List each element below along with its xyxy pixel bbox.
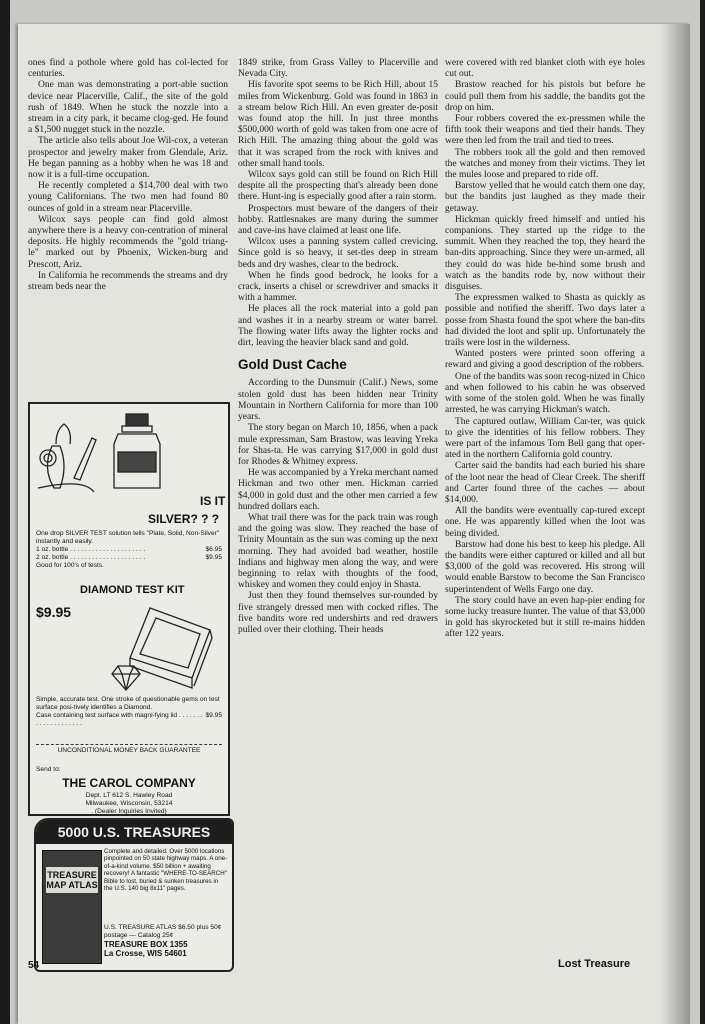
column-2-gold-dust-cache: [238, 378, 438, 636]
paragraph: One of the bandits was soon recog-nized in Chico and when followed to his cabin he was observed with some of the stolen gold. When he was finally arrested, he was carrying Hickman's watch.: [445, 371, 645, 416]
paragraph: Barstow had done his best to keep his pledge. All the bandits were either captured or killed and all but $3,000 of the gold was recovered. His strong will would enable Barstow to become the San Francisco superintendent of Wells Fargo one day.: [445, 539, 645, 595]
silver-test-bottle-illustration: [34, 408, 184, 494]
paragraph: The story began on March 10, 1856, when a pack mule expressman, Sam Brastow, was leaving Yreka for Shas-ta. He was carrying $17,000 in gold dust for Rhodes & Whitney express.: [238, 423, 438, 467]
paragraph: The robbers took all the gold and then removed the watches and money from their victims. They let the mules loose and prepared to ride off.: [445, 147, 645, 181]
paragraph: Just then they found themselves sur-rounded by five strangely dressed men with cocked rifles. The five bandits wore red undershirts and red drawers pulled over their clothing. Their heads: [238, 591, 438, 635]
carol-company-ad: [28, 402, 230, 816]
paragraph: 1849 strike, from Grass Valley to Placerville and Nevada City.: [238, 58, 438, 80]
paragraph: Wilcox says people can find gold almost anywhere there is a heavy con-centration of mineral deposits. He highly recommends the "gold triang-le" marked out by Phoenix, Wicken-burg and Prescott, Ariz.: [28, 214, 228, 270]
treasure-ad-banner: 5000 U.S. TREASURES: [36, 820, 232, 844]
paragraph: Wilcox says gold can still be found on Rich Hill despite all the prospecting that's already been done there. Hunt-ing is especially good after a rain storm.: [238, 170, 438, 203]
treasure-atlas-ad: [34, 818, 234, 972]
paragraph: He recently completed a $14,700 deal with two young Californians. The two men had found 80 ounces of gold in a stream near Placerville.: [28, 181, 228, 214]
paragraph: Hickman quickly freed himself and untied his companions. They started up the ridge to the summit. When they reached the top, they heard the ban-dits approaching. Since they were un-armed, all they could do was hide be-hind some brush and watch as the bandits rode by, now without their disguises.: [445, 214, 645, 293]
section-heading: Gold Dust Cache: [238, 357, 347, 373]
atlas-address-line-2: La Crosse, WIS 54601: [104, 949, 187, 958]
paragraph: The captured outlaw, William Car-ter, was quick to give the identities of his fellow robbers. They were part of the infamous Tom Bell gang that oper-ated in the northern California gold country.: [445, 416, 645, 461]
price1: $6.95: [205, 546, 222, 553]
atlas-description: Complete and detailed. Over 5000 locations pinpointed on 50 state highway maps. A one-of-a-kind volume. $50 billion + awaiting recovery! A fantastic "WHERE-TO-SEARCH" Bible to lost, buried & sunken treasures in the U.S. 140 big 8x11" pages.: [104, 848, 228, 893]
address-line-2: Milwaukee, Wisconsin, 53214: [85, 800, 173, 807]
page-number: 54: [28, 960, 40, 971]
paragraph: Carter said the bandits had each buried his share of the loot near the head of Clear Creek. The sheriff and Carter found three of the caches — about $14,000.: [445, 461, 645, 505]
case-price: $9.95: [205, 712, 222, 719]
paragraph: His favorite spot seems to be Rich Hill, about 15 miles from Wickenburg. Gold was found in 1863 in a stream below Rich Hill. An even greater de-posit was found atop the hill. In just three months $500,000 worth of gold was taken from one acre of Rich Hill. The amazing thing about the gold was that it was scraped from the rock with knives and other small hand tools.: [238, 80, 438, 169]
price2-label: 2 oz. bottle . . . . . . . . . . . . . . . . . . . . .: [36, 554, 146, 561]
kit-desc-text: Simple, accurate test. One stroke of questionable gems on test surface posi-tively identifies a Diamond.: [36, 696, 220, 711]
paragraph: The story could have an even hap-pier ending for some lucky treasure hunter. The value of that $3,000 in gold has skyrocketed but it still re-mains hidden after 122 years.: [445, 595, 645, 640]
paragraph: Prospectors must beware of the dangers of their hobby. Rattlesnakes are many during the summer and cave-ins have claimed at least one life.: [238, 203, 438, 237]
atlas-price: U.S. TREASURE ATLAS $6.50 plus 50¢ postage — Catalog 25¢: [104, 924, 222, 939]
column-2: [238, 58, 438, 636]
diamond-kit-title: DIAMOND TEST KIT: [80, 584, 185, 596]
price-row-2oz: [36, 554, 222, 562]
price1-label: 1 oz. bottle . . . . . . . . . . . . . . . . . . . . .: [36, 546, 146, 553]
paragraph: According to the Dunsmuir (Calif.) News, some stolen gold dust has been hidden near Trinity Mountain in Northern California for more than 100 years.: [238, 378, 438, 423]
running-footer: Lost Treasure: [558, 958, 631, 970]
atlas-book-cover: [42, 850, 102, 964]
paragraph: All the bandits were eventually cap-tured except one. He was apparently killed when the loot was being divided.: [445, 506, 645, 539]
drop-text: One drop SILVER TEST solution tells "Plate, Solid, Non-Silver" instantly and easily.: [36, 530, 220, 545]
atlas-book-title: TREASURE MAP ATLAS: [46, 867, 98, 893]
paragraph: Wilcox uses a panning system called crevicing. Since gold is so heavy, it set-tles deep in stream beds and dry washes, clear to the bedrock.: [238, 237, 438, 270]
price2: $9.95: [205, 554, 222, 561]
send-to-label: Send to:: [36, 766, 61, 773]
address-line-3: . (Dealer Inquiries Invited): [91, 808, 167, 815]
binding-shadow: [660, 24, 690, 1024]
paragraph: He places all the rock material into a gold pan and washes it in a nearby stream or water barrel. The flowing water lifts away the lighter rocks and dirt, leaving the heavier black sand and gold.: [238, 304, 438, 349]
column-1: [28, 58, 228, 293]
good-for-tests: Good for 100's of tests.: [36, 562, 104, 569]
address-line-1: Dept. LT 612 S. Hawley Road: [85, 792, 173, 799]
paragraph: In California he recommends the streams and dry stream beds near the: [28, 270, 228, 293]
case-price-row: [36, 712, 222, 728]
paragraph: ones find a pothole where gold has col-lected for centuries.: [28, 58, 228, 80]
paragraph: were covered with red blanket cloth with eye holes cut out.: [445, 58, 645, 80]
atlas-address-line-1: TREASURE BOX 1355: [104, 940, 188, 949]
money-back-guarantee: UNCONDITIONAL MONEY BACK GUARANTEE: [36, 744, 222, 755]
silver-test-description: [36, 530, 222, 570]
paragraph: Barstow yelled that he would catch them one day, but the bandits just laughed as they made their getaway.: [445, 181, 645, 214]
paragraph: Wanted posters were printed soon offering a reward and giving a good description of the robbers.: [445, 349, 645, 371]
ad-headline-is-it: IS IT: [200, 494, 226, 508]
paragraph: The expressmen walked to Shasta as quickly as possible and notified the sheriff. Two days later a posse from Shasta found the spot where the ban-dits had divided the loot and split up. Unfortunately the trails were lost in the wilderness.: [445, 293, 645, 349]
diamond-kit-description: [36, 696, 222, 728]
diamond-kit-price: $9.95: [36, 604, 72, 620]
column-2-article-end: [238, 58, 438, 349]
ad-headline-silver: SILVER? ? ?: [148, 512, 220, 526]
price-row-1oz: [36, 546, 222, 554]
paragraph: He was accompanied by a Yreka merchant named Hickman and two other men. Hickman carried $4,000 in gold dust and the other men carried a few hundred dollars each.: [238, 468, 438, 512]
column-3: [445, 58, 645, 641]
paragraph: What trail there was for the pack train was rough and the going was slow. They reached the base of Trinity Mountain as the sun was coming up the next morning. They had avoided bad weather, hostile Indians and highway men along the way, and were beginning to relax with thoughts of the food, whiskey and women they could enjoy in Shasta.: [238, 512, 438, 591]
case-label: Case containing test surface with magni-fying lid . . . . . . . . . . . . . . . . . . . .: [36, 712, 203, 727]
company-address: [30, 792, 228, 816]
paragraph: The article also tells about Joe Wil-cox, a veteran prospector and jewelry maker from Glendale, Ariz. He began panning as a hobby when he was 18 and now it is a full-time occupation.: [28, 136, 228, 181]
company-name: THE CAROL COMPANY: [62, 776, 196, 790]
diamond-kit-illustration: [100, 600, 220, 696]
paragraph: When he finds good bedrock, he looks for a crack, inserts a chisel or screwdriver and smacks it with a hammer.: [238, 270, 438, 304]
paragraph: One man was demonstrating a port-able suction device near Placerville, Calif., the site of the gold rush of 1849. When he stuck the nozzle into a stream in a city park, it became clog-ged. He found a $1,500 nugget stuck in the nozzle.: [28, 80, 228, 136]
atlas-address: [104, 940, 228, 958]
paragraph: Four robbers covered the ex-pressmen while the fifth took their weapons and tied their hands. They were then led from the trail and tied to trees.: [445, 114, 645, 147]
paragraph: Brastow reached for his pistols but before he could pull them from his saddle, the bandits got the drop on him.: [445, 80, 645, 113]
